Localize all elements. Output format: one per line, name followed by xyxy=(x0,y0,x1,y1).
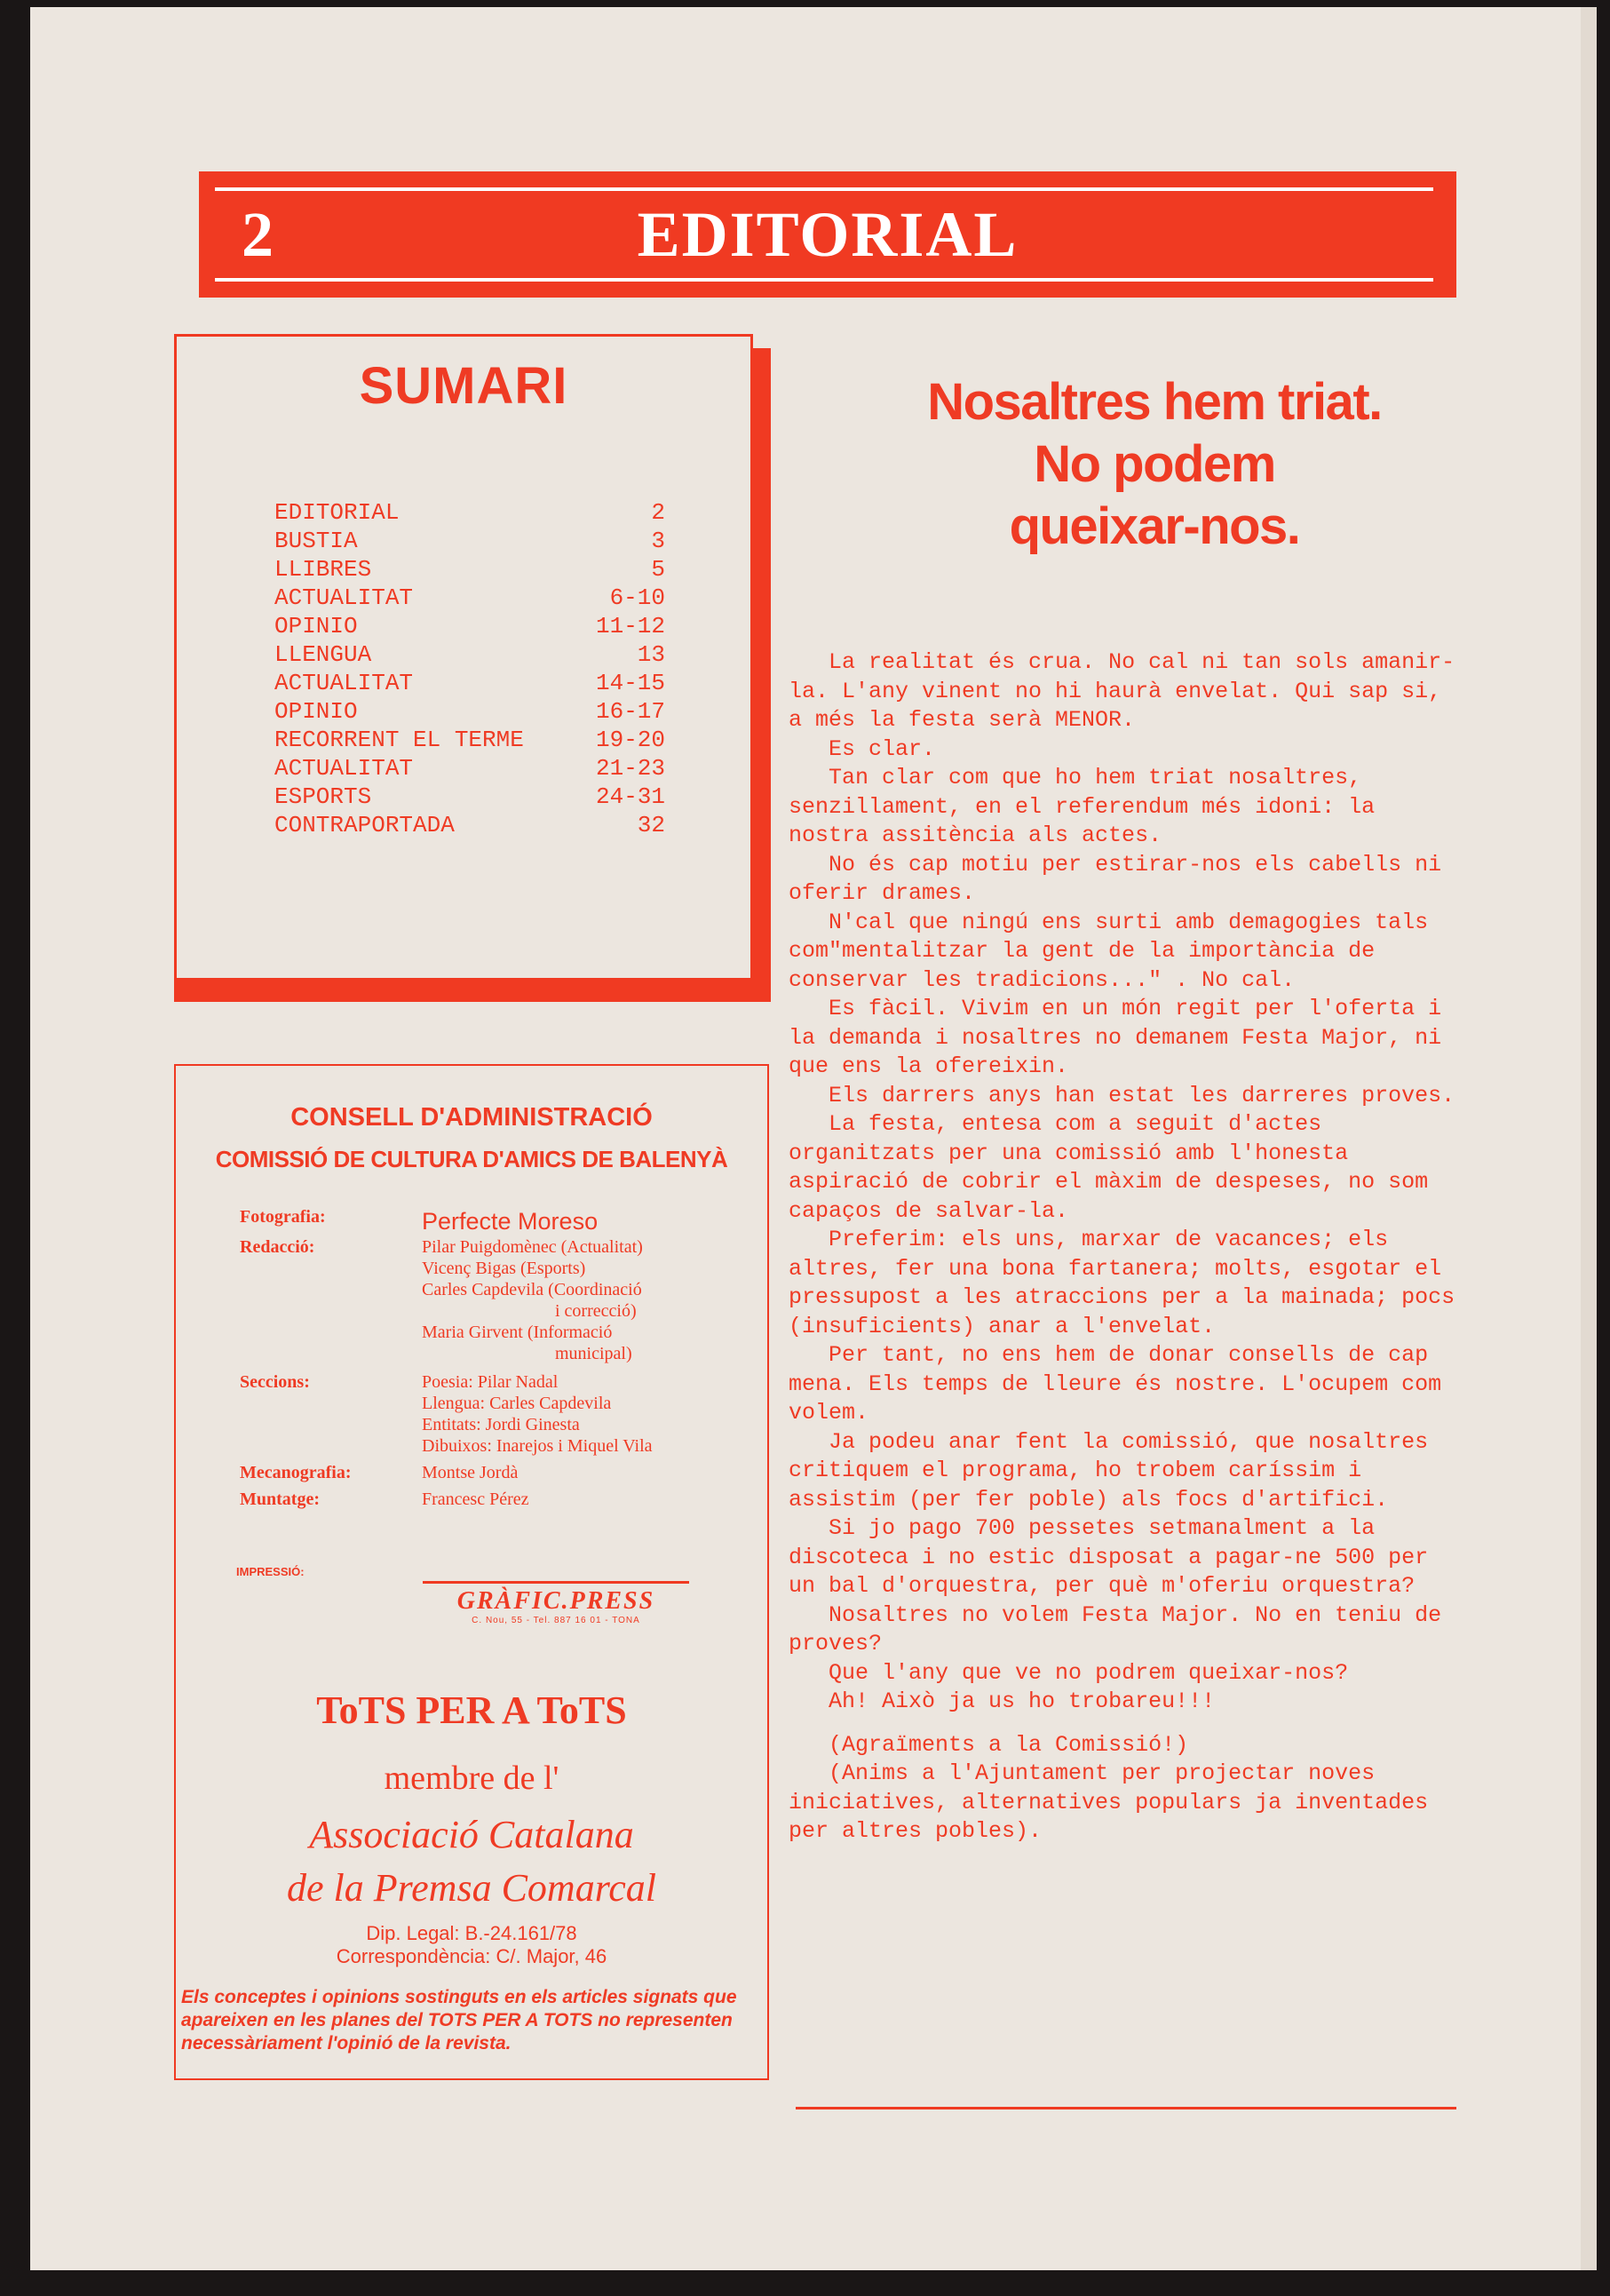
article-title-line: No podem xyxy=(1034,435,1275,493)
credit-mecanografia xyxy=(240,1462,755,1483)
article-paragraph: La festa, entesa com a seguit d'actes organitzats per una comissió amb l'honesta aspiració de cobrir el màxim de despeses, no som capaços de salvar-la. xyxy=(789,1111,1442,1224)
article-paragraph: La realitat és crua. No cal ni tan sols amanir-la. L'any vinent no hi haurà envelat. Qui sap si, a més la festa serà MENOR. xyxy=(789,649,1455,733)
article-paragraph: Que l'any que ve no podrem queixar-nos? xyxy=(789,1659,1349,1686)
sumari-item-label: RECORRENT EL TERME xyxy=(274,727,524,753)
section-header xyxy=(199,171,1456,298)
sumari-item-label: ACTUALITAT xyxy=(274,755,414,782)
sumari-item xyxy=(274,726,665,754)
credit-value: Maria Girvent (Informació xyxy=(422,1323,613,1342)
disclaimer: Els conceptes i opinions sostinguts en els articles signats que apareixen en les planes del TOTS PER A TOTS no representen necessàriament l'opinió de la revista. xyxy=(181,1987,737,2054)
article-paragraph: Els darrers anys han estat les darreres proves. xyxy=(789,1082,1455,1108)
credit-value: Vicenç Bigas (Esports) xyxy=(422,1259,586,1278)
association-line: de la Premsa Comarcal xyxy=(287,1866,656,1910)
article-paragraph: Ja podeu anar fent la comissió, que nosaltres critiquem el programa, ho trobem caríssim i assistim (per fer poble) als focs d'artifici. xyxy=(789,1428,1442,1513)
sumari-item-label: ACTUALITAT xyxy=(274,584,414,611)
sumari-item xyxy=(274,584,665,612)
article-paragraph xyxy=(789,1717,1463,1731)
credit-label: Muntatge: xyxy=(240,1490,320,1509)
sumari-item-label: LLIBRES xyxy=(274,556,372,583)
article-end-rule xyxy=(796,2107,1456,2109)
credit-value: Llengua: Carles Capdevila xyxy=(422,1394,612,1413)
sumari-item-label: BUSTIA xyxy=(274,528,358,554)
sumari-item-label: OPINIO xyxy=(274,698,358,725)
credit-muntatge xyxy=(240,1489,755,1510)
credit-value: Carles Capdevila (Coordinació xyxy=(422,1280,642,1299)
header-rule-bottom xyxy=(215,278,1433,282)
sumari-item xyxy=(274,697,665,726)
credit-value: Perfecte Moreso xyxy=(422,1208,599,1235)
membre-text: membre de l' xyxy=(384,1760,559,1797)
credit-seccions xyxy=(240,1371,755,1457)
sumari-list xyxy=(274,498,665,839)
consell-title: CONSELL D'ADMINISTRACIÓ xyxy=(290,1103,653,1132)
credit-value: Montse Jordà xyxy=(422,1463,519,1482)
sumari-item-pages: 6-10 xyxy=(609,584,665,611)
consell-subtitle: COMISSIÓ DE CULTURA D'AMICS DE BALENYÀ xyxy=(215,1146,728,1172)
sumari-item xyxy=(274,669,665,697)
printer-logo xyxy=(423,1581,689,1625)
article-title xyxy=(771,371,1538,558)
header-rule-top xyxy=(215,187,1433,191)
credit-redaccio xyxy=(240,1236,755,1364)
credit-label: Fotografia: xyxy=(240,1207,326,1227)
sumari-item xyxy=(274,754,665,783)
article-paragraph: Nosaltres no volem Festa Major. No en teniu de proves? xyxy=(789,1601,1455,1656)
sumari-item-label: OPINIO xyxy=(274,613,358,640)
article-paragraph: Es clar. xyxy=(789,735,936,762)
sumari-title: SUMARI xyxy=(359,357,568,415)
section-title: EDITORIAL xyxy=(637,199,1019,270)
article-paragraph: (Agraïments a la Comissió!) xyxy=(789,1731,1189,1758)
association-line: Associació Catalana xyxy=(309,1813,634,1856)
next-page-edge xyxy=(1581,7,1597,2270)
sumari-item xyxy=(274,527,665,555)
credit-value: Francesc Pérez xyxy=(422,1490,529,1509)
sumari-item-pages: 3 xyxy=(651,528,665,554)
sumari-item-pages: 16-17 xyxy=(595,698,665,725)
magazine-name: ToTS PER A ToTS xyxy=(316,1688,627,1732)
credit-value: Dibuixos: Inarejos i Miquel Vila xyxy=(422,1436,653,1456)
article-paragraph: No és cap motiu per estirar-nos els cabells ni oferir drames. xyxy=(789,851,1455,906)
sumari-item xyxy=(274,640,665,669)
credit-label: Seccions: xyxy=(240,1372,310,1392)
article-paragraph: Tan clar com que ho hem triat nosaltres, senzillament, en el referendum més idoni: la nostra assitència als actes. xyxy=(789,765,1389,848)
sumari-item-label: CONTRAPORTADA xyxy=(274,812,455,838)
article-body xyxy=(789,648,1469,1847)
printer-address: C. Nou, 55 - Tel. 887 16 01 - TONA xyxy=(472,1616,640,1625)
sumari-item xyxy=(274,612,665,640)
article-paragraph: Preferim: els uns, marxar de vacances; els altres, fer una bona fartanera; molts, esgotar el pressupost a les atraccions per a la mainada; pocs (insuficients) anar a l'envelat. xyxy=(789,1227,1469,1339)
sumari-item xyxy=(274,783,665,811)
article-title-line: Nosaltres hem triat. xyxy=(927,373,1382,431)
sumari-item-pages: 24-31 xyxy=(595,783,665,810)
sumari-item xyxy=(274,555,665,584)
sumari-item-pages: 19-20 xyxy=(595,727,665,753)
credit-value: Poesia: Pilar Nadal xyxy=(422,1372,559,1392)
credit-label: Mecanografia: xyxy=(240,1463,352,1482)
article-paragraph: Ah! Això ja us ho trobareu!!! xyxy=(789,1688,1216,1714)
credit-value: Entitats: Jordi Ginesta xyxy=(422,1415,580,1434)
dip-legal: Dip. Legal: B.-24.161/78 xyxy=(366,1922,577,1944)
article-paragraph: (Anims a l'Ajuntament per projectar noves iniciatives, alternatives populars ja inventades per altres pobles). xyxy=(789,1760,1442,1844)
credit-value: Pilar Puigdomènec (Actualitat) xyxy=(422,1237,643,1257)
sumari-item-pages: 32 xyxy=(637,812,665,838)
sumari-item-pages: 14-15 xyxy=(595,670,665,696)
credit-value: municipal) xyxy=(555,1344,632,1363)
article-title-line: queixar-nos. xyxy=(1009,497,1300,555)
credits-box xyxy=(174,1064,769,2080)
legal-info xyxy=(176,1922,767,1968)
article-paragraph: Si jo pago 700 pessetes setmanalment a la discoteca i no estic disposat a pagar-ne 500 per un bal d'orquestra, per què m'oferiu orquestra? xyxy=(789,1515,1442,1599)
sumari-item-label: EDITORIAL xyxy=(274,499,400,526)
sumari-item-pages: 13 xyxy=(637,641,665,668)
credit-label: Redacció: xyxy=(240,1237,315,1257)
credit-fotografia xyxy=(240,1206,755,1236)
sumari-item-label: ESPORTS xyxy=(274,783,372,810)
sumari-item-label: ACTUALITAT xyxy=(274,670,414,696)
article-paragraph: Es fàcil. Vivim en un món regit per l'oferta i la demanda i nosaltres no demanem Festa Major, ni que ens la ofereixin. xyxy=(789,996,1455,1079)
article-paragraph: N'cal que ningú ens surti amb demagogies tals com"mentalitzar la gent de la importància de conservar les tradicions..." . No cal. xyxy=(789,909,1442,993)
sumari-item-pages: 21-23 xyxy=(595,755,665,782)
sumari-item xyxy=(274,498,665,527)
correspondence-address: Correspondència: C/. Major, 46 xyxy=(336,1945,607,1967)
page-number: 2 xyxy=(242,199,274,270)
credits-list xyxy=(240,1206,755,1510)
sumari-item-pages: 5 xyxy=(651,556,665,583)
sumari-item-label: LLENGUA xyxy=(274,641,372,668)
impressio-label: IMPRESSIÓ: xyxy=(236,1565,305,1578)
sumari-item xyxy=(274,811,665,839)
printer-name: GRÀFIC.PRESS xyxy=(423,1581,689,1616)
article-paragraph: Per tant, no ens hem de donar consells de cap mena. Els temps de lleure és nostre. L'ocupem com volem. xyxy=(789,1342,1455,1426)
sumari-box xyxy=(174,334,753,981)
sumari-item-pages: 2 xyxy=(651,499,665,526)
association-logo xyxy=(176,1808,767,1915)
credit-value: i correcció) xyxy=(555,1301,637,1321)
sumari-item-pages: 11-12 xyxy=(595,613,665,640)
